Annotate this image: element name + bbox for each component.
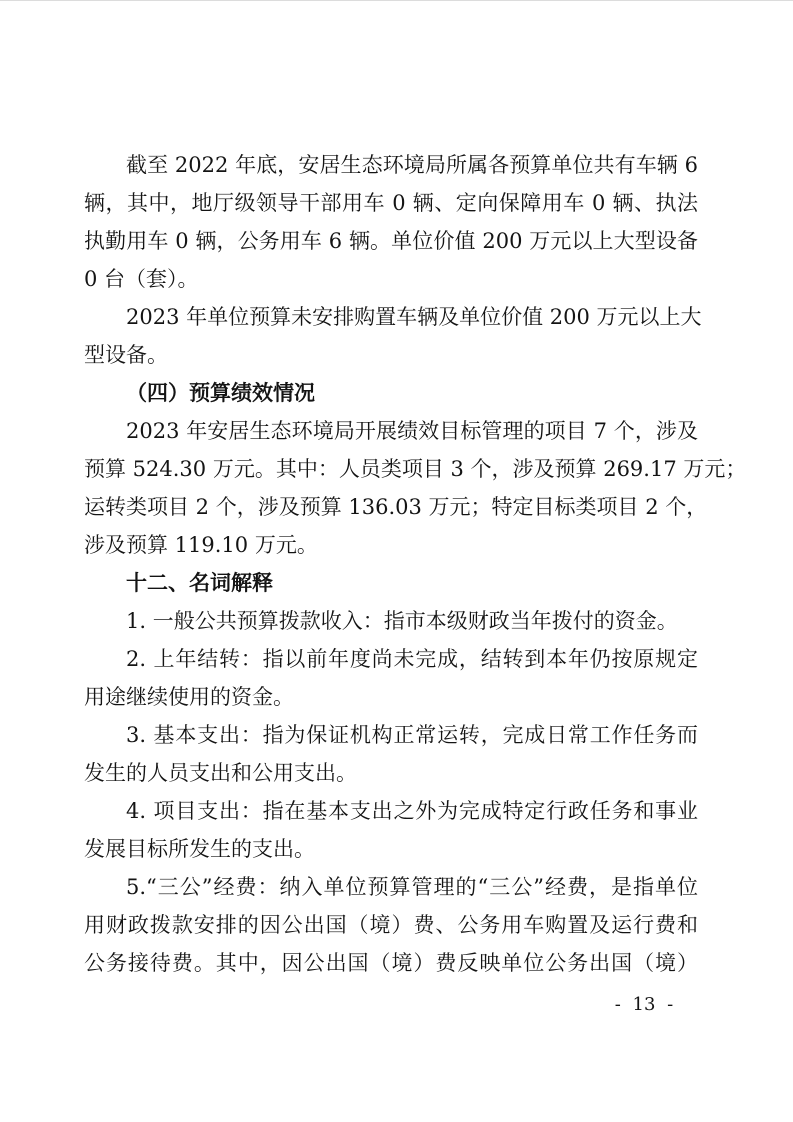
para-performance-targets-line: 预算 524.30 万元。其中：人员类项目 3 个，涉及预算 269.17 万元； (84, 457, 747, 481)
term-carryover-line: 用途继续使用的资金。 (84, 685, 294, 709)
heading-budget-performance: （四）预算绩效情况 (126, 380, 315, 405)
term-basic-expenditure-line: 3. 基本支出：指为保证机构正常运转，完成日常工作任务而 (126, 723, 698, 747)
para-assets-vehicles-line: 0 台（套）。 (84, 267, 199, 291)
term-project-expenditure-line: 发展目标所发生的支出。 (84, 837, 315, 861)
para-2023-procurement-line: 型设备。 (84, 343, 168, 367)
term-basic-expenditure-line: 发生的人员支出和公用支出。 (84, 761, 357, 785)
para-assets-vehicles-line: 执勤用车 0 辆，公务用车 6 辆。单位价值 200 万元以上大型设备 (84, 229, 698, 253)
para-assets-vehicles-line: 辆，其中，地厅级领导干部用车 0 辆、定向保障用车 0 辆、执法 (84, 191, 698, 215)
term-three-public-funds-line: 公务接待费。其中，因公出国（境）费反映单位公务出国（境） (84, 951, 698, 975)
heading-glossary: 十二、名词解释 (126, 571, 273, 595)
term-project-expenditure-line: 4. 项目支出：指在基本支出之外为完成特定行政任务和事业 (126, 799, 698, 823)
para-2023-procurement-line: 2023 年单位预算未安排购置车辆及单位价值 200 万元以上大 (126, 305, 702, 329)
document-body (84, 146, 747, 982)
para-performance-targets-line: 运转类项目 2 个，涉及预算 136.03 万元；特定目标类项目 2 个， (84, 495, 708, 519)
para-assets-vehicles-line: 截至 2022 年底，安居生态环境局所属各预算单位共有车辆 6 (126, 153, 698, 177)
term-three-public-funds-line: 5.“三公”经费：纳入单位预算管理的“三公”经费，是指单位 (126, 875, 698, 899)
term-carryover-line: 2. 上年结转：指以前年度尚未完成，结转到本年仍按原规定 (126, 647, 698, 671)
term-general-public-budget-income-line: 1. 一般公共预算拨款收入：指市本级财政当年拨付的资金。 (126, 609, 678, 633)
term-three-public-funds-line: 用财政拨款安排的因公出国（境）费、公务用车购置及运行费和 (84, 913, 698, 937)
para-performance-targets-line: 涉及预算 119.10 万元。 (84, 533, 318, 557)
para-performance-targets-line: 2023 年安居生态环境局开展绩效目标管理的项目 7 个，涉及 (126, 419, 698, 443)
page-number: - 13 - (614, 994, 674, 1015)
